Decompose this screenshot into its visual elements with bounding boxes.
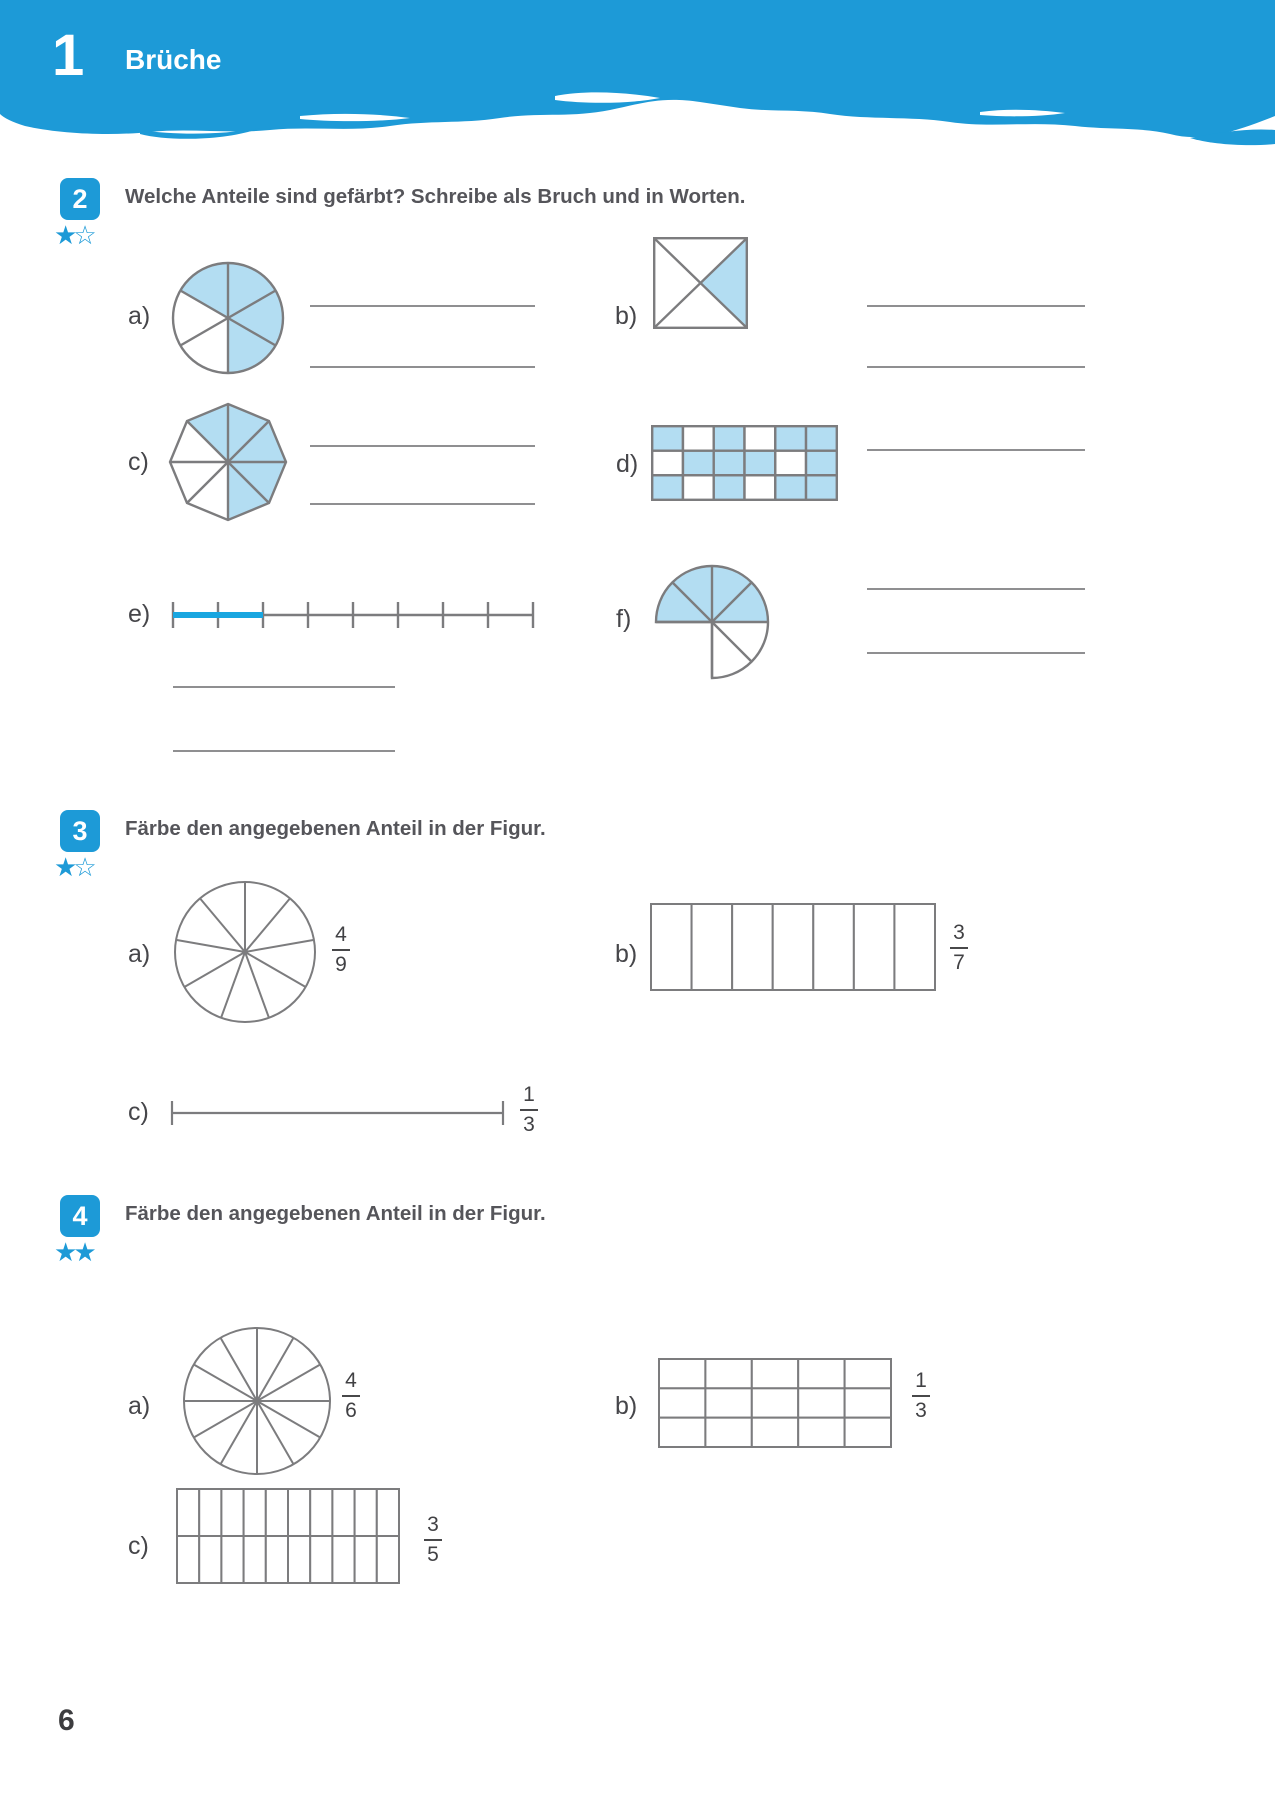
- answer-line[interactable]: [867, 652, 1085, 654]
- star-filled-icon: ★: [54, 220, 78, 250]
- answer-line[interactable]: [310, 305, 535, 307]
- fraction-denominator: 3: [523, 1113, 535, 1137]
- chapter-title: Brüche: [125, 44, 222, 75]
- chapter-number: 1: [52, 23, 85, 88]
- ex4-figure-b-grid-fifteenths[interactable]: [658, 1358, 892, 1448]
- fraction-bar: [950, 947, 968, 949]
- fraction-bar: [424, 1539, 442, 1541]
- answer-line[interactable]: [867, 366, 1085, 368]
- fraction-1-3: [520, 1082, 538, 1138]
- exercise-3-title: Färbe den angegebenen Anteil in der Figur.: [125, 817, 546, 840]
- ex4-figure-c-grid-twentieths[interactable]: [176, 1488, 400, 1584]
- star-filled-icon: ★: [54, 1237, 78, 1267]
- ex3-label-a: a): [128, 940, 151, 968]
- exercise-2-difficulty-stars: [54, 222, 114, 248]
- answer-line[interactable]: [867, 305, 1085, 307]
- fraction-denominator: 5: [427, 1543, 439, 1567]
- ex4-figure-a-circle-twelfths[interactable]: [182, 1326, 332, 1476]
- ex3-figure-a-circle-ninths[interactable]: [173, 880, 317, 1024]
- ex2-figure-f-three-quarter-circle: [653, 563, 773, 683]
- fraction-numerator: 1: [523, 1083, 535, 1106]
- fraction-numerator: 4: [335, 923, 347, 946]
- ex2-label-a: a): [128, 302, 151, 330]
- ex2-figure-e-number-line: [170, 595, 540, 635]
- ex3-label-b: b): [615, 940, 638, 968]
- exercise-4-difficulty-stars: [54, 1239, 114, 1265]
- ex2-figure-c-octagon-eighths: [168, 402, 288, 522]
- ex2-figure-b-square-quarters: [653, 237, 748, 329]
- fraction-numerator: 1: [915, 1369, 927, 1392]
- fraction-numerator: 3: [953, 921, 965, 944]
- fraction-denominator: 6: [345, 1399, 357, 1423]
- exercise-4-badge: 4: [60, 1195, 100, 1237]
- fraction-bar: [912, 1395, 930, 1397]
- exercise-2-badge: 2: [60, 178, 100, 220]
- answer-line[interactable]: [310, 445, 535, 447]
- ex4-label-c: c): [128, 1532, 149, 1560]
- star-outline-icon: ☆: [73, 220, 97, 250]
- fraction-3-5: [424, 1512, 442, 1568]
- exercise-3-difficulty-stars: [54, 854, 114, 880]
- ex2-label-b: b): [615, 302, 638, 330]
- answer-line[interactable]: [867, 588, 1085, 590]
- ex2-label-f: f): [616, 605, 632, 633]
- ex3-figure-c-segment[interactable]: [170, 1098, 506, 1128]
- answer-line[interactable]: [310, 366, 535, 368]
- exercise-4-title: Färbe den angegebenen Anteil in der Figur.: [125, 1202, 546, 1225]
- ex2-label-e: e): [128, 600, 151, 628]
- ex2-label-c: c): [128, 448, 149, 476]
- fraction-bar: [332, 949, 350, 951]
- ex2-figure-d-grid-eighteenths: [651, 425, 838, 501]
- answer-line[interactable]: [310, 503, 535, 505]
- answer-line[interactable]: [173, 750, 395, 752]
- ex3-label-c: c): [128, 1098, 149, 1126]
- ex3-figure-b-strip-sevenths[interactable]: [650, 903, 936, 991]
- fraction-3-7: [950, 920, 968, 976]
- star-filled-icon: ★: [54, 852, 78, 882]
- fraction-numerator: 3: [427, 1513, 439, 1536]
- fraction-denominator: 7: [953, 951, 965, 975]
- fraction-4-6: [342, 1368, 360, 1424]
- exercise-3-badge: 3: [60, 810, 100, 852]
- fraction-bar: [342, 1395, 360, 1397]
- ex2-label-d: d): [616, 450, 639, 478]
- exercise-2-title: Welche Anteile sind gefärbt? Schreibe als Bruch und in Worten.: [125, 185, 746, 208]
- fraction-bar: [520, 1109, 538, 1111]
- answer-line[interactable]: [173, 686, 395, 688]
- star-outline-icon: ☆: [73, 852, 97, 882]
- fraction-4-9: [332, 922, 350, 978]
- ex4-label-a: a): [128, 1392, 151, 1420]
- fraction-denominator: 9: [335, 953, 347, 977]
- page-number: 6: [58, 1704, 75, 1737]
- ex4-label-b: b): [615, 1392, 638, 1420]
- fraction-1-3: [912, 1368, 930, 1424]
- answer-line[interactable]: [867, 449, 1085, 451]
- ex2-figure-a-circle-sixths: [170, 260, 286, 376]
- fraction-denominator: 3: [915, 1399, 927, 1423]
- star-filled-icon: ★: [73, 1237, 97, 1267]
- fraction-numerator: 4: [345, 1369, 357, 1392]
